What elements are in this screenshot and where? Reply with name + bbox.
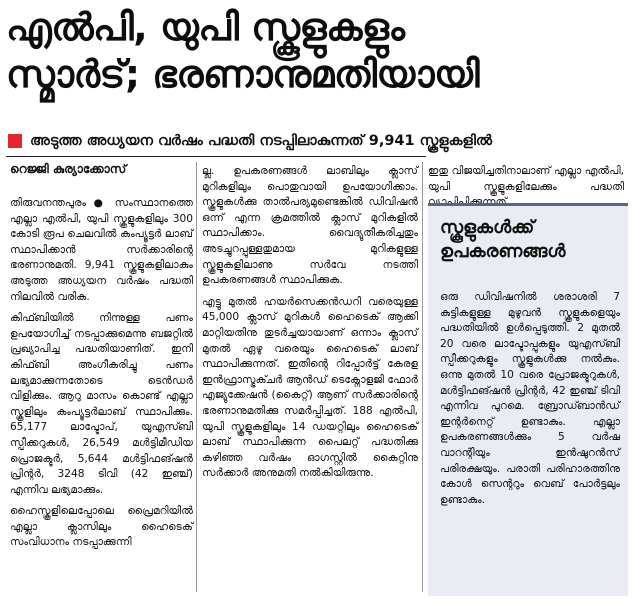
- article-paragraph: എട്ടു മുതൽ ഹയർസെക്കൻഡറി വരെയുള്ള 45,000 ക്ലാസ് മുറികൾ ഹൈടെക് ആക്കി മാറ്റിയതിനു തുടർച്ചയായാണ് ഒന്നാം ക്ലാസ് മുതൽ ഏഴു വരെയും ഹൈടെക് ലാബ് സ്ഥാപിക്കുന്നത്. ഇതിന്റെ റിപ്പോർട്ട് കേരള ഇൻഫ്രാസ്ട്രക്ചർ ആൻഡ് ടെക്നോളജി ഫോർ എജ്യുക്കേഷൻ (കൈറ്റ്) ആണ് സർക്കാരിന്റെ ഭരണാനുമതിക്കു സമർപ്പിച്ചത്. 188 എൽപി, യുപി സ്കൂളുകളിലും 14 ഡയറ്റിലും ഹൈടെക് ലാബ് സ്ഥാപിക്കുന്ന പൈലറ്റ് പദ്ധതിക്കു കഴിഞ്ഞ വർഷം ഓഗസ്റ്റിൽ കൈറ്റിനു സർക്കാർ അനുമതി നൽകിയിരുന്നു.: [202, 295, 418, 480]
- headline-line-2: സ്മാർട്; ഭരണാനുമതിയായി: [6, 52, 480, 96]
- article-column-2: [202, 164, 418, 488]
- subheadline-text: അടുത്ത അധ്യയന വർഷം പദ്ധതി നടപ്പിലാകുന്നത് 9,941 സ്കൂളുകളിൽ: [30, 133, 493, 149]
- red-square-bullet-icon: [8, 134, 22, 148]
- article-paragraph: കിഫ്ബിയിൽ നിന്നുള്ള പണം ഉപയോഗിച്ച് നടപ്പാക്കുമെന്നു ബജറ്റിൽ പ്രഖ്യാപിച്ച പദ്ധതിയാണിത്. ഇനി കിഫ്ബി അംഗീകരിച്ചു പണം ലഭ്യമാക്കുന്നതോടെ ടെൻഡർ വിളിക്കും. ആറു മാസം കൊണ്ട് എല്ലാ സ്കൂളിലും കംപ്യൂട്ടർലാബ് സ്ഥാപിക്കും. 65,177 ലാപ്ടോപ്, യുഎസ്ബി സ്പീക്കറുകൾ, 26,549 മൾട്ടിമീഡിയ പ്രൊജക്ടർ, 5,644 മൾട്ടിഫങ്ഷൻ പ്രിന്റർ, 3248 ടിവി (42 ഇഞ്ച്) എന്നിവ ലഭ്യമാക്കും.: [10, 312, 193, 496]
- column-divider: [196, 162, 197, 592]
- subheadline: [8, 130, 628, 152]
- sidebar-box: [428, 203, 628, 596]
- sidebar-body: ഒരു ഡിവിഷനിൽ ശരാശരി 7 കുട്ടികളുള്ള മുഴുവൻ സ്കൂളുകളെയും പദ്ധതിയിൽ ഉൾപ്പെടുത്തി. 2 മുതൽ 20 വരെ ലാപ്ടോപ്പുകളും യുഎസ്ബി സ്പീക്കറുകളും സ്കൂളുകൾക്കു നൽകും. ഒന്നു മുതൽ 10 വരെ പ്രോജക്ടറുകൾ, മൾട്ടിഫങ്ഷൻ പ്രിന്റർ, 42 ഇഞ്ച് ടിവി എന്നിവ പുറമെ. ബ്രോഡ്ബാൻഡ് ഇന്റർനെറ്റ് ഉണ്ടാകും. എല്ലാ ഉപകരണങ്ങൾക്കും 5 വർഷ വാറന്റിയും ഇൻഷുറൻസ് പരിരക്ഷയും. പരാതി പരിഹാരത്തിനു കോൾ സെന്ററും വെബ് പോർട്ടലും ഉണ്ടാകും.: [440, 291, 620, 506]
- headline: [6, 4, 626, 98]
- article-paragraph: തിരുവനന്തപുരം ● സംസ്ഥാനത്തെ എല്ലാ എൽപി, യുപി സ്കൂളുകളിലും 300 കോടി രൂപ ചെലവിൽ കംപ്യൂട്ടർ ലാബ് സ്ഥാപിക്കാൻ സർക്കാരിന്റെ ഭരണാനുമതി. 9,941 സ്കൂളുകളിലാകും അടുത്ത അധ്യയന വർഷം പദ്ധതി നിലവിൽ വരിക.: [10, 197, 193, 303]
- sidebar-title: സ്കൂളുകൾക്ക് ഉപകരണങ്ങൾ: [440, 217, 566, 262]
- header-rule: [6, 156, 426, 157]
- article-paragraph: ഇതു വിജയിച്ചതിനാലാണ് എല്ലാ എൽപി, യുപി സ്കൂളുകളിലേക്കും പദ്ധതി: [428, 165, 624, 193]
- column-divider: [422, 162, 423, 592]
- article-paragraph: ഹൈസ്കൂളിലെപ്പോലെ പ്രൈമറിയിൽ എല്ലാ ക്ലാസിലും ഹൈടെക് സംവിധാനം നടപ്പാക്കുന്നി: [10, 505, 193, 549]
- headline-line-1: എൽപി, യുപി സ്കൂളുകളും: [6, 5, 405, 49]
- article-paragraph: ല്ല. ഉപകരണങ്ങൾ ലാബിലും ക്ലാസ് മുറികളിലും പൊതുവായി ഉപയോഗിക്കാം. സ്കൂളുകൾക്കു താൽപര്യമുണ്ടെങ്കിൽ ഡിവിഷൻ ഒന്ന് എന്ന ക്രമത്തിൽ ക്ലാസ് മുറികളിൽ സ്ഥാപിക്കാം. വൈദ്യുതീകരിച്ചതും അടച്ചുറപ്പുള്ളതുമായ മുറികളുള്ള സ്കൂളുകളിലാണു സർവേ നടത്തി ഉപകരണങ്ങൾ സ്ഥാപിക്കുക.: [202, 165, 418, 287]
- article-column-1: [10, 196, 193, 557]
- byline: റെജ്ജി കുര്യാക്കോസ്: [10, 162, 127, 176]
